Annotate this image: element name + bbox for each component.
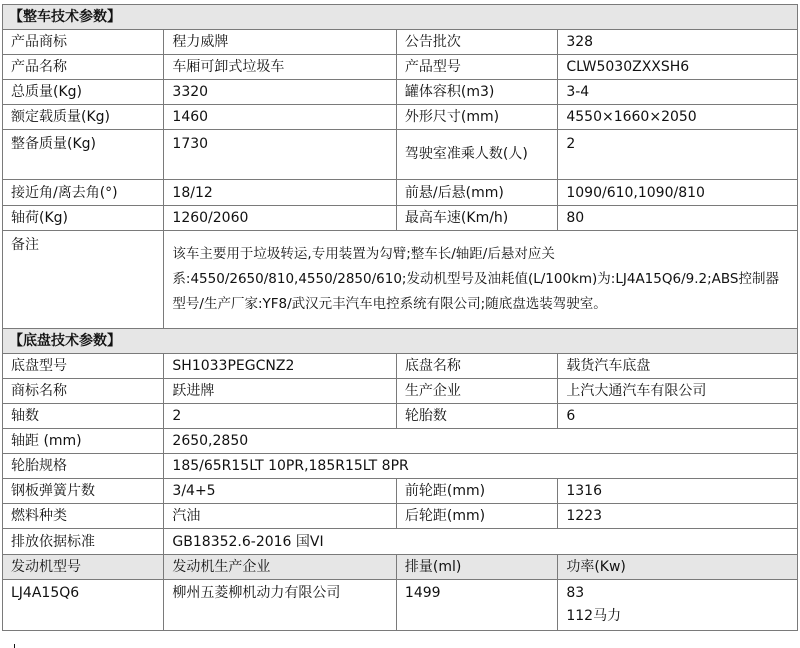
chassis-name-label: 底盘名称 (396, 354, 557, 379)
chassis-maker-value: 上汽大通汽车有限公司 (558, 379, 798, 404)
engine-maker-value: 柳州五菱柳机动力有限公司 (164, 580, 397, 631)
chassis-model-value: SH1033PEGCNZ2 (164, 354, 397, 379)
angles-label: 接近角/离去角(°) (3, 180, 164, 206)
rear-track-value: 1223 (558, 504, 798, 529)
cab-seats-label: 驾驶室准乘人数(人) (396, 130, 557, 180)
product-name-label: 产品名称 (3, 55, 164, 80)
table-row (3, 454, 798, 479)
brand-value: 程力威牌 (164, 30, 397, 55)
table-row (3, 529, 798, 555)
cab-seats-value: 2 (558, 130, 798, 180)
engine-row (3, 580, 798, 631)
batch-label: 公告批次 (396, 30, 557, 55)
emission-value: GB18352.6-2016 国VI (164, 529, 798, 555)
table-row (3, 130, 798, 180)
product-name-value: 车厢可卸式垃圾车 (164, 55, 397, 80)
max-speed-value: 80 (558, 206, 798, 231)
table-row (3, 105, 798, 130)
rear-track-label: 后轮距(mm) (396, 504, 557, 529)
wheelbase-label: 轴距 (mm) (3, 429, 164, 454)
table-row (3, 504, 798, 529)
chassis-model-label: 底盘型号 (3, 354, 164, 379)
overhang-value: 1090/610,1090/810 (558, 180, 798, 206)
table-row (3, 80, 798, 105)
power-cell (558, 580, 798, 631)
table-row (3, 479, 798, 504)
axles-label: 轴数 (3, 404, 164, 429)
table-edge-mark (14, 644, 15, 648)
rated-load-value: 1460 (164, 105, 397, 130)
table-row (3, 55, 798, 80)
table-row (3, 180, 798, 206)
tire-spec-label: 轮胎规格 (3, 454, 164, 479)
leaf-spring-label: 钢板弹簧片数 (3, 479, 164, 504)
table-row (3, 231, 798, 329)
chassis-brand-label: 商标名称 (3, 379, 164, 404)
chassis-name-value: 载货汽车底盘 (558, 354, 798, 379)
tank-volume-label: 罐体容积(m3) (396, 80, 557, 105)
displacement-value: 1499 (396, 580, 557, 631)
table-row (3, 30, 798, 55)
brand-label: 产品商标 (3, 30, 164, 55)
table-row (3, 354, 798, 379)
chassis-section-title: 【底盘技术参数】 (3, 329, 798, 354)
engine-maker-header: 发动机生产企业 (164, 555, 397, 580)
batch-value: 328 (558, 30, 798, 55)
curb-mass-label: 整备质量(Kg) (3, 130, 164, 180)
table-row (3, 404, 798, 429)
curb-mass-value: 1730 (164, 130, 397, 180)
wheelbase-value: 2650,2850 (164, 429, 798, 454)
max-speed-label: 最高车速(Km/h) (396, 206, 557, 231)
angles-value: 18/12 (164, 180, 397, 206)
power-kw-value: 83 (566, 585, 585, 601)
front-track-value: 1316 (558, 479, 798, 504)
product-model-label: 产品型号 (396, 55, 557, 80)
dimensions-value: 4550×1660×2050 (558, 105, 798, 130)
spec-sheet (2, 4, 798, 631)
table-row (3, 379, 798, 404)
table-row (3, 429, 798, 454)
tire-spec-value: 185/65R15LT 10PR,185R15LT 8PR (164, 454, 798, 479)
remarks-label: 备注 (3, 231, 164, 329)
power-header: 功率(Kw) (558, 555, 798, 580)
engine-model-value: LJ4A15Q6 (3, 580, 164, 631)
spec-table (2, 4, 798, 631)
chassis-brand-value: 跃进牌 (164, 379, 397, 404)
dimensions-label: 外形尺寸(mm) (396, 105, 557, 130)
engine-model-header: 发动机型号 (3, 555, 164, 580)
engine-header-row (3, 555, 798, 580)
tank-volume-value: 3-4 (558, 80, 798, 105)
table-row (3, 206, 798, 231)
fuel-value: 汽油 (164, 504, 397, 529)
chassis-maker-label: 生产企业 (396, 379, 557, 404)
vehicle-section-title: 【整车技术参数】 (3, 5, 798, 30)
overhang-label: 前悬/后悬(mm) (396, 180, 557, 206)
front-track-label: 前轮距(mm) (396, 479, 557, 504)
remarks-value: 该车主要用于垃圾转运,专用装置为勾臂;整车长/轴距/后悬对应关系:4550/2650/810,4550/2850/610;发动机型号及油耗值(L/100km)为:LJ4A15Q6/9.2;ABS控制器型号/生产厂家:YF8/武汉元丰汽车电控系统有限公司;随底盘选装驾驶室。 (164, 231, 798, 329)
tires-count-value: 6 (558, 404, 798, 429)
axles-value: 2 (164, 404, 397, 429)
axle-load-label: 轴荷(Kg) (3, 206, 164, 231)
emission-label: 排放依据标准 (3, 529, 164, 555)
tires-count-label: 轮胎数 (396, 404, 557, 429)
displacement-header: 排量(ml) (396, 555, 557, 580)
fuel-label: 燃料种类 (3, 504, 164, 529)
axle-load-value: 1260/2060 (164, 206, 397, 231)
gross-mass-value: 3320 (164, 80, 397, 105)
product-model-value: CLW5030ZXXSH6 (558, 55, 798, 80)
leaf-spring-value: 3/4+5 (164, 479, 397, 504)
power-hp-value: 112马力 (566, 608, 622, 624)
gross-mass-label: 总质量(Kg) (3, 80, 164, 105)
rated-load-label: 额定载质量(Kg) (3, 105, 164, 130)
